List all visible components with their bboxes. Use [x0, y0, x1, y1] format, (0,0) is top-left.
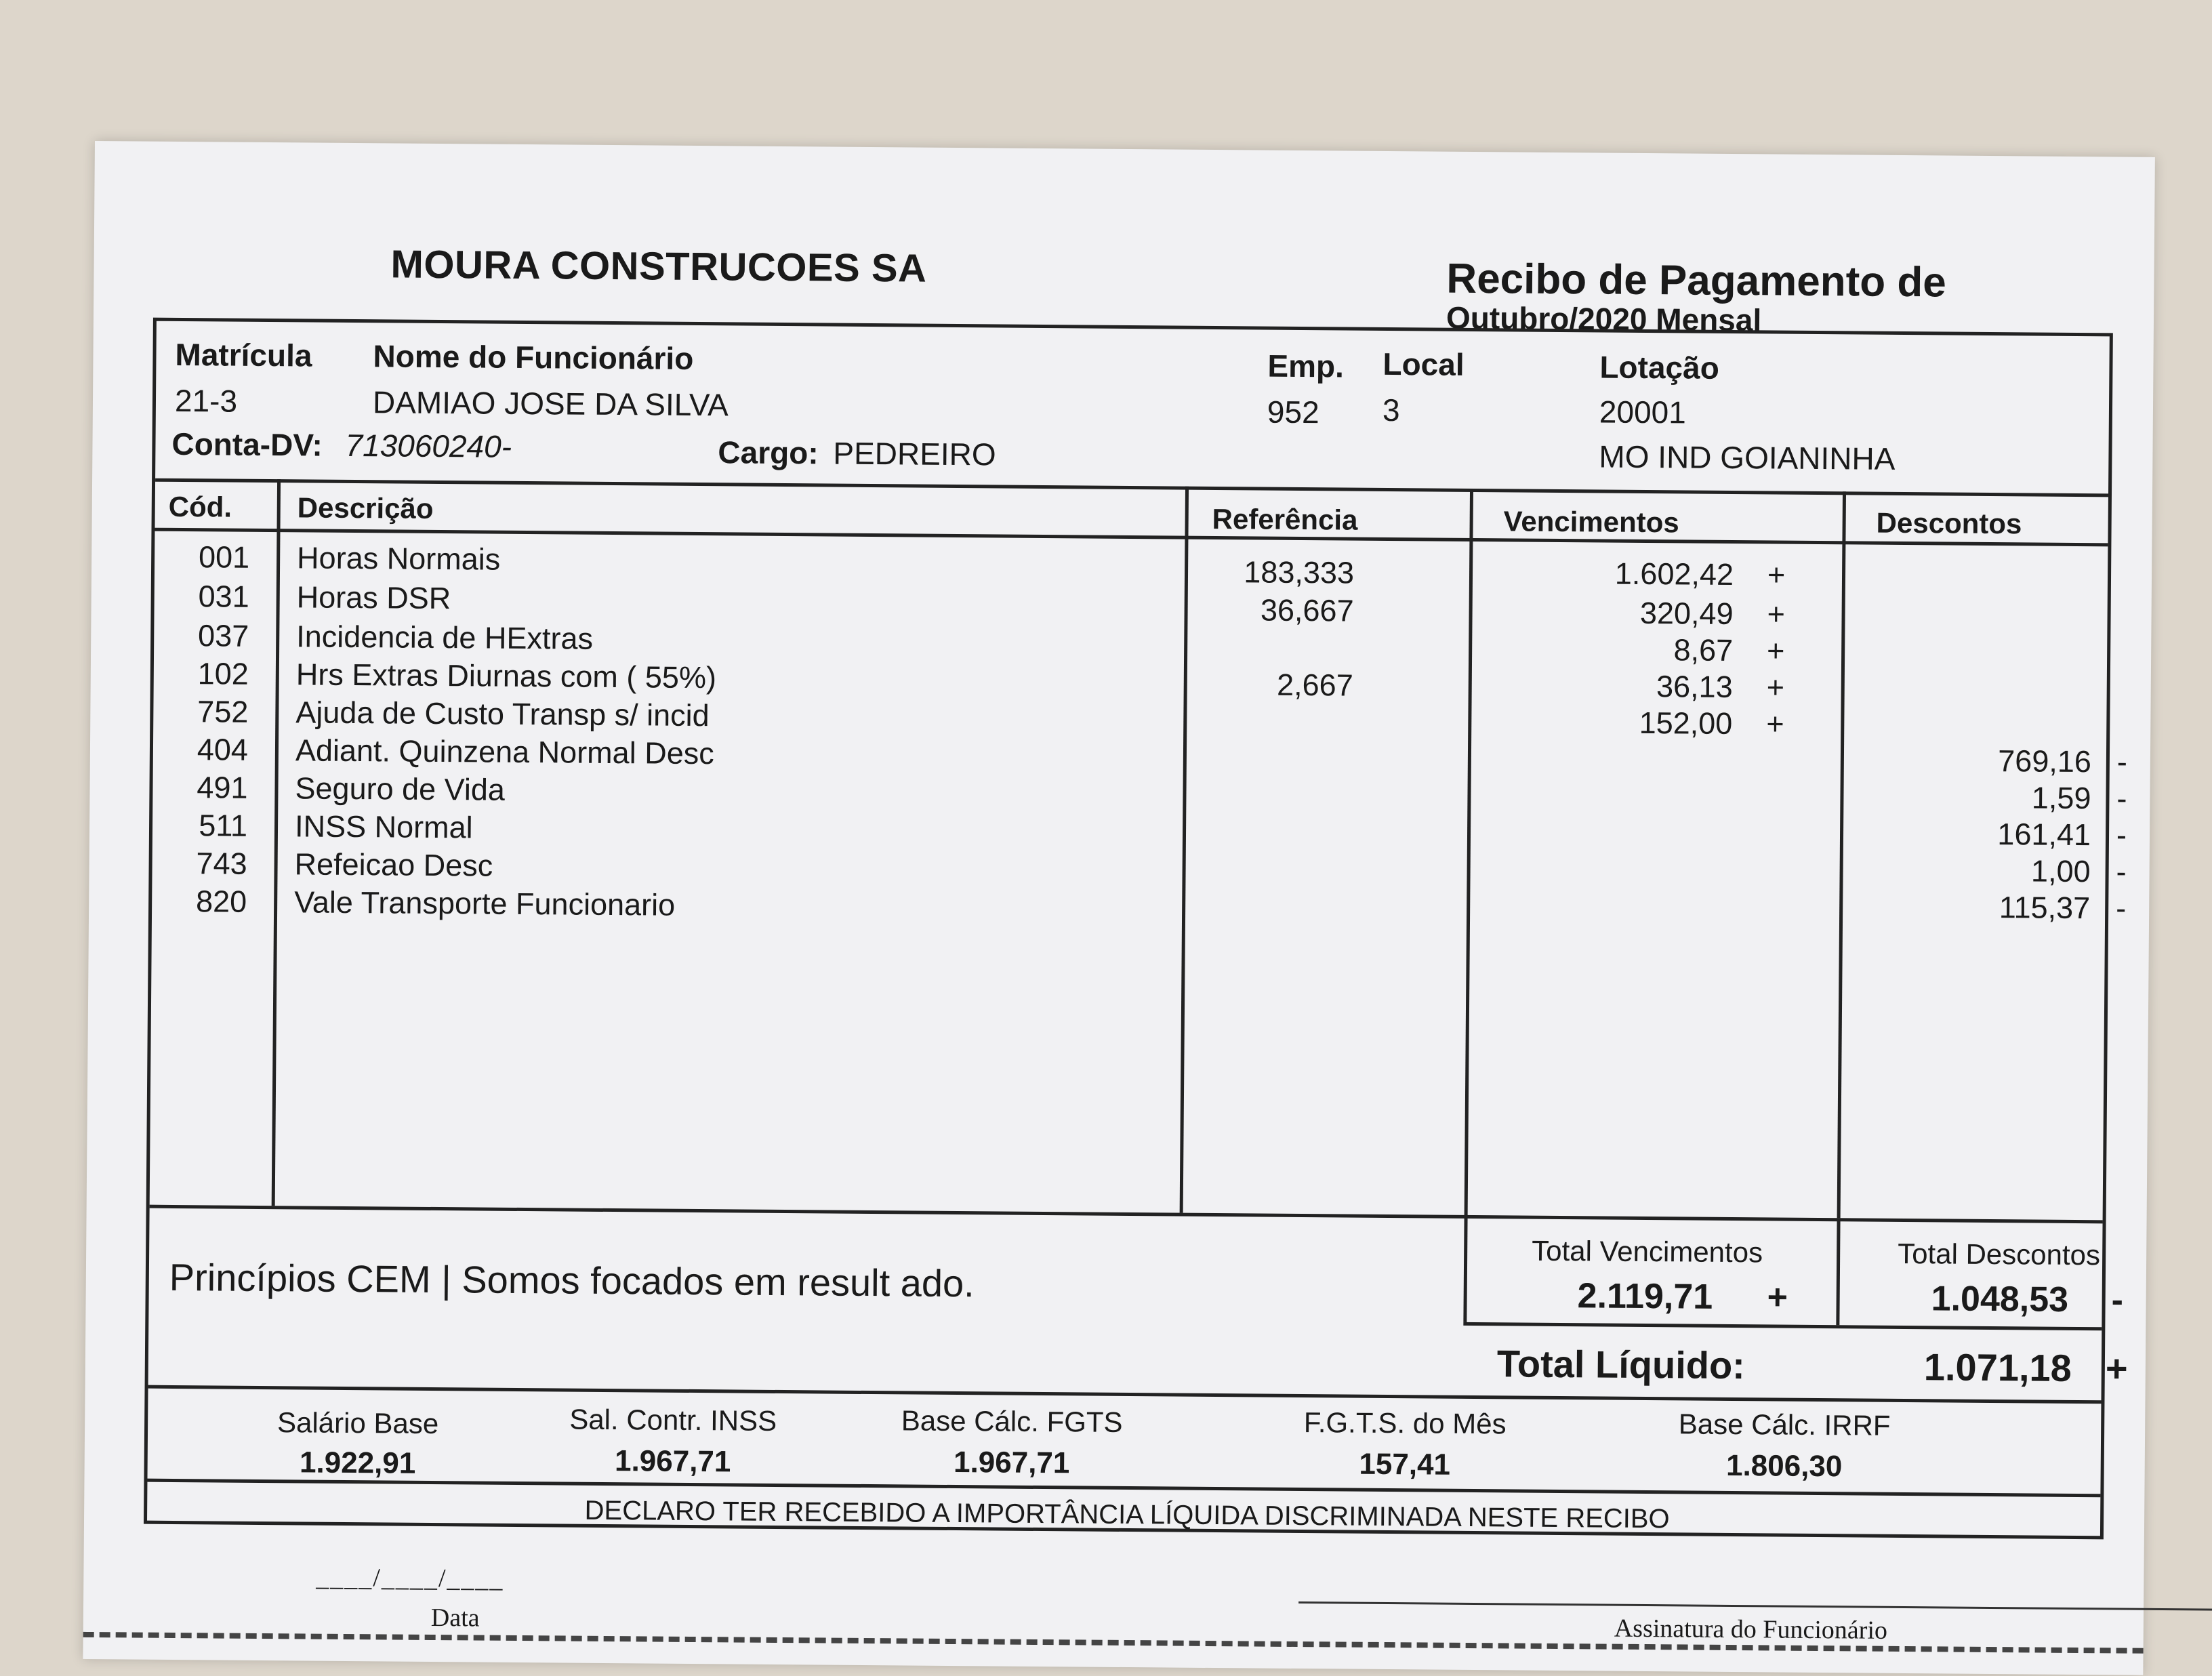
total-vencimentos-label: Total Vencimentos [1532, 1234, 1763, 1269]
row-desc-sign: - [2116, 744, 2128, 779]
row-desconto: 161,41 [1997, 817, 2091, 853]
col-referencia-header: Referência [1212, 502, 1358, 536]
declaration-text: DECLARO TER RECEBIDO A IMPORTÂNCIA LÍQUIDA DISCRIMINADA NESTE RECIBO [584, 1495, 1670, 1534]
divider-items-end [150, 1205, 2103, 1224]
receipt-title: Recibo de Pagamento de [1446, 255, 1946, 306]
row-descricao: Horas DSR [296, 579, 451, 616]
col-descricao-header: Descrição [297, 491, 434, 525]
total-descontos-value: 1.048,53 [1931, 1279, 2069, 1320]
row-vencimento: 1.602,42 [1614, 556, 1734, 592]
matricula-label: Matrícula [175, 336, 312, 373]
base-label: Salário Base [276, 1406, 439, 1440]
row-vencimento: 36,13 [1656, 669, 1733, 705]
local-label: Local [1382, 346, 1465, 382]
lotacao-label: Lotação [1599, 349, 1720, 386]
nome-label: Nome do Funcionário [373, 338, 694, 376]
signature-line[interactable] [1298, 1601, 2212, 1611]
row-cod: 404 [197, 732, 249, 767]
date-field[interactable]: ____/____/____ [316, 1563, 504, 1593]
row-venc-sign: + [1766, 706, 1784, 741]
base-value: 1.967,71 [614, 1444, 731, 1479]
row-venc-sign: + [1766, 670, 1785, 705]
receipt-period: Outubro/2020 Mensal [1446, 300, 1762, 338]
row-referencia: 36,667 [1260, 592, 1354, 628]
row-descricao: Vale Transporte Funcionario [293, 884, 676, 922]
lotacao-desc: MO IND GOIANINHA [1599, 438, 1896, 476]
total-descontos-label: Total Descontos [1898, 1237, 2101, 1271]
divider-liquido [1463, 1322, 2102, 1330]
base-label: Base Cálc. IRRF [1678, 1408, 1891, 1442]
row-desconto: 1,59 [2031, 780, 2091, 816]
cargo-label: Cargo: [718, 434, 819, 471]
lotacao-value: 20001 [1599, 394, 1687, 430]
row-descricao: INSS Normal [294, 809, 473, 845]
row-cod: 491 [197, 770, 248, 805]
nome-value: DAMIAO JOSE DA SILVA [372, 384, 729, 423]
row-referencia: 183,333 [1244, 554, 1355, 590]
row-vencimento: 152,00 [1639, 705, 1733, 741]
base-value: 1.806,30 [1725, 1448, 1843, 1484]
total-liquido-value: 1.071,18 [1923, 1345, 2072, 1389]
cargo-value: PEDREIRO [833, 435, 996, 472]
conta-label: Conta-DV: [171, 426, 323, 463]
base-value: 1.922,91 [299, 1446, 416, 1480]
row-desconto: 1,00 [2030, 853, 2091, 889]
row-desconto [1876, 553, 2093, 555]
col-vencimentos-header: Vencimentos [1503, 505, 1679, 539]
row-descricao: Hrs Extras Diurnas com ( 55%) [295, 657, 717, 695]
row-vencimento: 320,49 [1639, 595, 1734, 632]
row-descricao: Ajuda de Custo Transp s/ incid [295, 695, 710, 733]
row-descricao: Refeicao Desc [294, 846, 493, 883]
row-desconto: 115,37 [1999, 890, 2091, 926]
row-vencimento: 8,67 [1673, 632, 1734, 668]
base-label: Base Cálc. FGTS [901, 1404, 1123, 1438]
divider-bases [148, 1385, 2102, 1404]
row-venc-sign: + [1767, 557, 1786, 592]
row-cod: 037 [197, 618, 249, 653]
payslip-frame [144, 318, 2128, 1645]
col-descontos-header: Descontos [1876, 506, 2022, 540]
base-label: Sal. Contr. INSS [569, 1403, 777, 1437]
col-cod-header: Cód. [168, 490, 232, 523]
row-descricao: Horas Normais [296, 540, 501, 577]
row-cod: 511 [199, 808, 248, 843]
emp-label: Emp. [1267, 348, 1345, 384]
row-descricao: Seguro de Vida [295, 771, 506, 807]
base-value: 157,41 [1359, 1447, 1451, 1481]
matricula-value: 21-3 [174, 382, 238, 419]
total-liquido-sign: + [2105, 1347, 2128, 1390]
date-label: Data [430, 1603, 480, 1633]
base-label: F.G.T.S. do Mês [1303, 1406, 1507, 1440]
divider-info [155, 478, 2108, 497]
row-desc-sign: - [2116, 817, 2127, 853]
row-desconto [1876, 592, 2093, 594]
company-motto: Princípios CEM | Somos focados em result ado. [169, 1255, 975, 1305]
total-descontos-sign: - [2111, 1280, 2124, 1320]
row-cod: 102 [197, 656, 249, 691]
total-liquido-label: Total Líquido: [1496, 1342, 1746, 1387]
row-descricao: Incidencia de HExtras [296, 619, 594, 656]
row-cod: 820 [195, 884, 247, 919]
conta-value: 713060240- [345, 427, 512, 464]
row-descricao: Adiant. Quinzena Normal Desc [295, 733, 714, 771]
row-cod: 743 [196, 846, 247, 881]
total-vencimentos-value: 2.119,71 [1577, 1276, 1713, 1317]
row-venc-sign: + [1767, 596, 1786, 632]
total-vencimentos-sign: + [1767, 1278, 1788, 1317]
row-cod: 031 [198, 579, 249, 614]
totals-divider [1836, 1218, 1840, 1325]
emp-value: 952 [1267, 394, 1319, 430]
row-desc-sign: - [2116, 781, 2127, 816]
payslip-paper [83, 141, 2154, 1675]
row-venc-sign: + [1766, 633, 1785, 668]
row-desconto [1875, 632, 2092, 634]
row-desc-sign: - [2116, 891, 2127, 926]
local-value: 3 [1382, 392, 1400, 428]
row-cod: 752 [197, 694, 249, 729]
row-cod: 001 [198, 539, 250, 575]
base-value: 1.967,71 [953, 1446, 1070, 1480]
row-desconto: 769,16 [1998, 743, 2092, 779]
company-name: MOURA CONSTRUCOES SA [390, 242, 927, 291]
row-desc-sign: - [2116, 854, 2127, 889]
signature-label: Assinatura do Funcionário [1614, 1614, 1888, 1645]
row-referencia: 2,667 [1276, 667, 1353, 703]
